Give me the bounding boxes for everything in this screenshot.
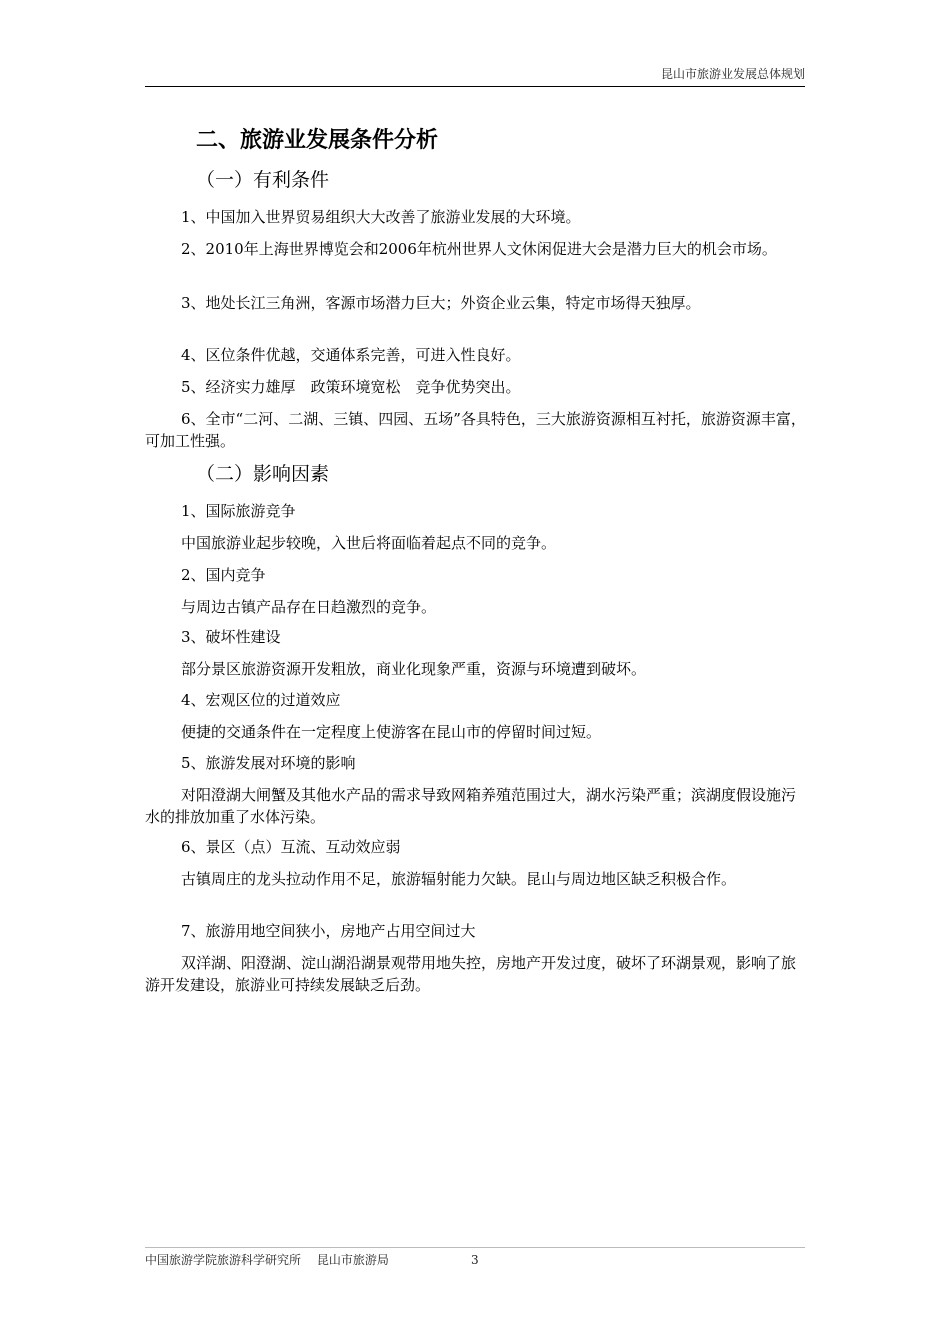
factor-text-4: 便捷的交通条件在一定程度上使游客在昆山市的停留时间过短。 [181,723,602,741]
subsection-title-favorable: （一）有利条件 [196,169,330,191]
favorable-item-1: 1、中国加入世界贸易组织大大改善了旅游业发展的大环境。 [181,208,581,226]
factor-text-2: 与周边古镇产品存在日趋激烈的竞争。 [181,598,437,616]
factor-heading-3: 3、破坏性建设 [181,628,281,646]
factor-heading-2: 2、国内竞争 [181,566,266,584]
factor-text-7: 双洋湖、阳澄湖、淀山湖沿湖景观带用地失控，房地产开发过度，破坏了环湖景观，影响了旅游开发建设，旅游业可持续发展缺乏后劲。 [145,954,797,994]
page-number: 3 [471,1253,479,1267]
subsection-title-factors: （二）影响因素 [196,463,330,485]
favorable-item-6: 6、全市“二河、二湖、三镇、四园、五场”各具特色，三大旅游资源相互衬托，旅游资源丰富，可加工性强。 [145,410,806,450]
factor-heading-6: 6、景区（点）互流、互动效应弱 [181,838,401,856]
factor-heading-5: 5、旅游发展对环境的影响 [181,754,356,772]
section-title: 二、旅游业发展条件分析 [196,128,439,153]
factor-heading-4: 4、宏观区位的过道效应 [181,691,341,709]
factor-text-5: 对阳澄湖大闸蟹及其他水产品的需求导致网箱养殖范围过大，湖水污染严重；滨湖度假设施污水的排放加重了水体污染。 [145,786,797,826]
favorable-item-4: 4、区位条件优越，交通体系完善，可进入性良好。 [181,346,521,364]
factor-heading-1: 1、国际旅游竞争 [181,502,296,520]
favorable-item-5: 5、经济实力雄厚 政策环境宽松 竞争优势突出。 [181,378,521,396]
factor-text-3: 部分景区旅游资源开发粗放，商业化现象严重，资源与环境遭到破坏。 [181,660,647,678]
factor-heading-7: 7、旅游用地空间狭小，房地产占用空间过大 [181,922,476,940]
favorable-item-2: 2、2010年上海世界博览会和2006年杭州世界人文休闲促进大会是潜力巨大的机会市场。 [181,240,777,258]
factor-text-1: 中国旅游业起步较晚，入世后将面临着起点不同的竞争。 [181,534,557,552]
page-header [145,66,805,87]
footer-organization: 中国旅游学院旅游科学研究所 昆山市旅游局 [145,1253,389,1267]
factor-text-6: 古镇周庄的龙头拉动作用不足，旅游辐射能力欠缺。昆山与周边地区缺乏积极合作。 [181,870,737,888]
favorable-item-3: 3、地处长江三角洲，客源市场潜力巨大；外资企业云集，特定市场得天独厚。 [181,294,701,312]
page-footer [145,1247,805,1268]
header-title: 昆山市旅游业发展总体规划 [660,67,805,81]
